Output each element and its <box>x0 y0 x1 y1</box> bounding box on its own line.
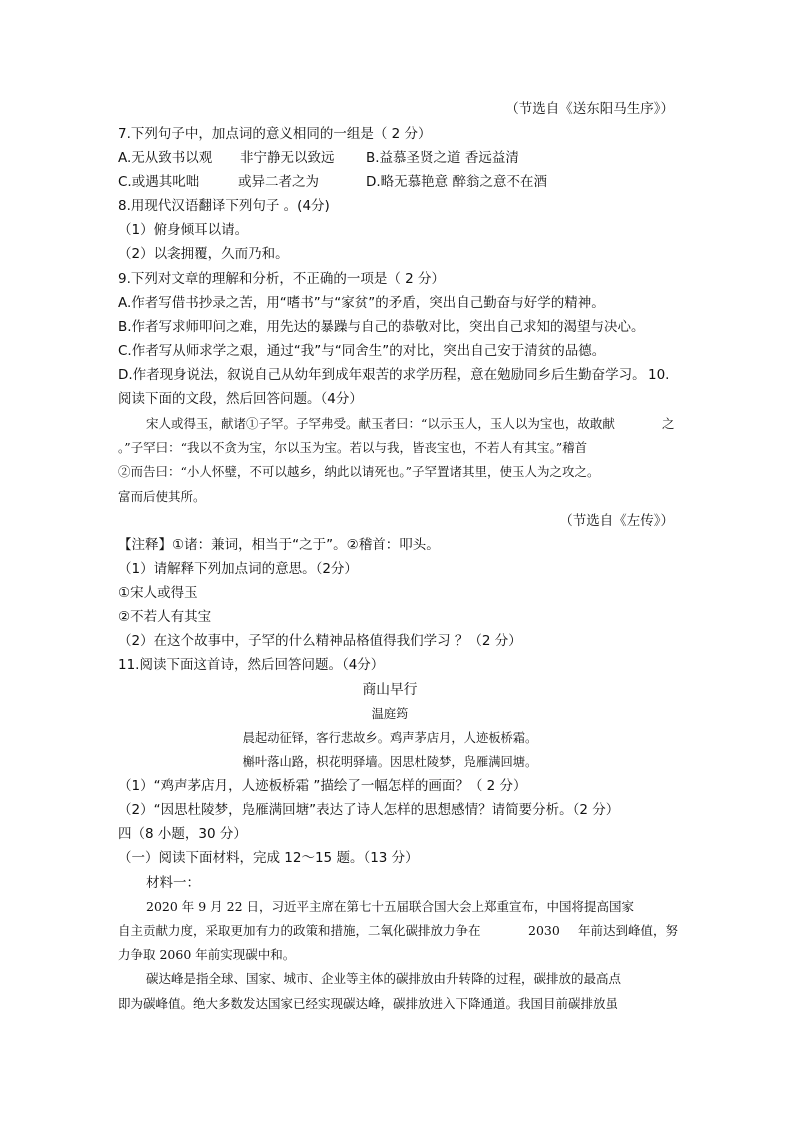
q9-stem: 9.下列对文章的理解和分析，不正确的一项是（ 2 分） <box>118 271 446 287</box>
q10-passage-line-1: 宋人或得玉，献诸①子罕。子罕弗受。献玉者曰：“以示玉人，玉人以为宝也，故敢献 <box>146 416 615 431</box>
q9-option-b: B.作者写求师叩问之难，用先达的暴躁与自己的恭敬对比，突出自己求知的渴望与决心。 <box>118 319 645 335</box>
q7-option-b: B.益慕圣贤之道 香远益清 <box>366 150 519 166</box>
material-1-line-4: 碳达峰是指全球、国家、城市、企业等主体的碳排放由升转降的过程，碳排放的最高点 <box>146 971 622 986</box>
q11-stem: 11.阅读下面这首诗，然后回答问题。（4分） <box>118 657 385 673</box>
q8-sentence-2: （2）以衾拥覆，久而乃和。 <box>118 246 289 262</box>
material-1-line-5: 即为碳峰值。绝大多数发达国家已经实现碳达峰，碳排放进入下降通道。我国目前碳排放虽 <box>118 996 619 1011</box>
q8-stem: 8.用现代汉语翻译下列句子 。(4分) <box>118 198 330 214</box>
q11-sub-2: （2）“因思杜陵梦，凫雁满回塘”表达了诗人怎样的思想感情？请简要分析。（2 分） <box>118 802 620 818</box>
q7-option-c-2: 或异二者之为 <box>238 174 319 190</box>
poem-author: 温庭筠 <box>371 706 409 721</box>
source-citation-2: （节选自《左传》） <box>559 513 674 529</box>
q10-sub-1: （1）请解释下列加点词的意思。（2分） <box>118 561 358 577</box>
q7-option-a-2: 非宁静无以致远 <box>240 150 335 166</box>
material-1-label: 材料一： <box>146 875 200 891</box>
q10-stem: 阅读下面的文段，然后回答问题。（4分） <box>118 391 363 407</box>
q10-note: 【注释】①诸：兼词，相当于“之于”。②稽首：叩头。 <box>118 537 440 553</box>
q10-sub-1-item-a: ①宋人或得玉 <box>118 585 198 601</box>
q10-sub-2: （2）在这个故事中，子罕的什么精神品格值得我们学习 ？（2 分） <box>118 633 522 649</box>
q7-option-a: A.无从致书以观 <box>118 150 213 166</box>
q10-passage-line-3: ②而告曰：“小人怀璧，不可以越乡，纳此以请死也。”子罕置诸其里，使玉人为之攻之。 <box>118 464 600 479</box>
q10-passage-line-2: 。”子罕曰：“我以不贪为宝，尔以玉为宝。若以与我，皆丧宝也，不若人有其宝。”稽首 <box>118 440 588 455</box>
section-4-subheading: （一）阅读下面材料，完成 12～15 题。（13 分） <box>118 850 419 866</box>
q10-number: 10. <box>648 367 670 383</box>
material-1-line-2-end: 年前达到峰值，努 <box>578 923 679 938</box>
q8-sentence-1: （1）俯身倾耳以请。 <box>118 222 249 238</box>
section-4-heading: 四（8 小题，30 分） <box>118 826 247 842</box>
material-1-line-2-year: 2030 <box>528 923 560 938</box>
q10-sub-1-item-b: ②不若人有其宝 <box>118 609 212 625</box>
source-citation-1: （节选自《送东阳马生序》） <box>505 101 674 117</box>
poem-title: 商山早行 <box>362 682 418 698</box>
q9-option-a: A.作者写借书抄录之苦，用“嗜书”与“家贫”的矛盾，突出自己勤奋与好学的精神。 <box>118 295 605 311</box>
q10-passage-line-1-end: 之 <box>662 416 675 431</box>
q10-passage-line-4: 富而后使其所。 <box>118 489 206 504</box>
material-1-line-1: 2020 年 9 月 22 日，习近平主席在第七十五届联合国大会上郑重宣布，中国将提高国家 <box>146 899 635 914</box>
q7-option-d: D.略无慕艳意 醉翁之意不在酒 <box>366 174 547 190</box>
q9-option-c: C.作者写从师求学之艰，通过“我”与“同舍生”的对比，突出自己安于清贫的品德。 <box>118 343 606 359</box>
material-1-line-2: 自主贡献力度，采取更加有力的政策和措施，二氧化碳排放力争在 <box>118 923 481 938</box>
poem-line-2: 槲叶落山路，枳花明驿墙。因思杜陵梦，凫雁满回塘。 <box>242 754 538 769</box>
q9-option-d: D.作者现身说法，叙说自己从幼年到成年艰苦的求学历程，意在勉励同乡后生勤奋学习。 <box>118 367 646 383</box>
q7-option-c: C.或遇其叱咄 <box>118 174 200 190</box>
poem-line-1: 晨起动征铎，客行悲故乡。鸡声茅店月，人迹板桥霜。 <box>242 730 538 745</box>
q7-stem: 7.下列句子中，加点词的意义相同的一组是（ 2 分） <box>118 126 432 142</box>
material-1-line-3: 力争取 2060 年前实现碳中和。 <box>118 947 296 962</box>
q11-sub-1: （1）“鸡声茅店月，人迹板桥霜 ”描绘了一幅怎样的画面？（ 2 分） <box>118 778 527 794</box>
